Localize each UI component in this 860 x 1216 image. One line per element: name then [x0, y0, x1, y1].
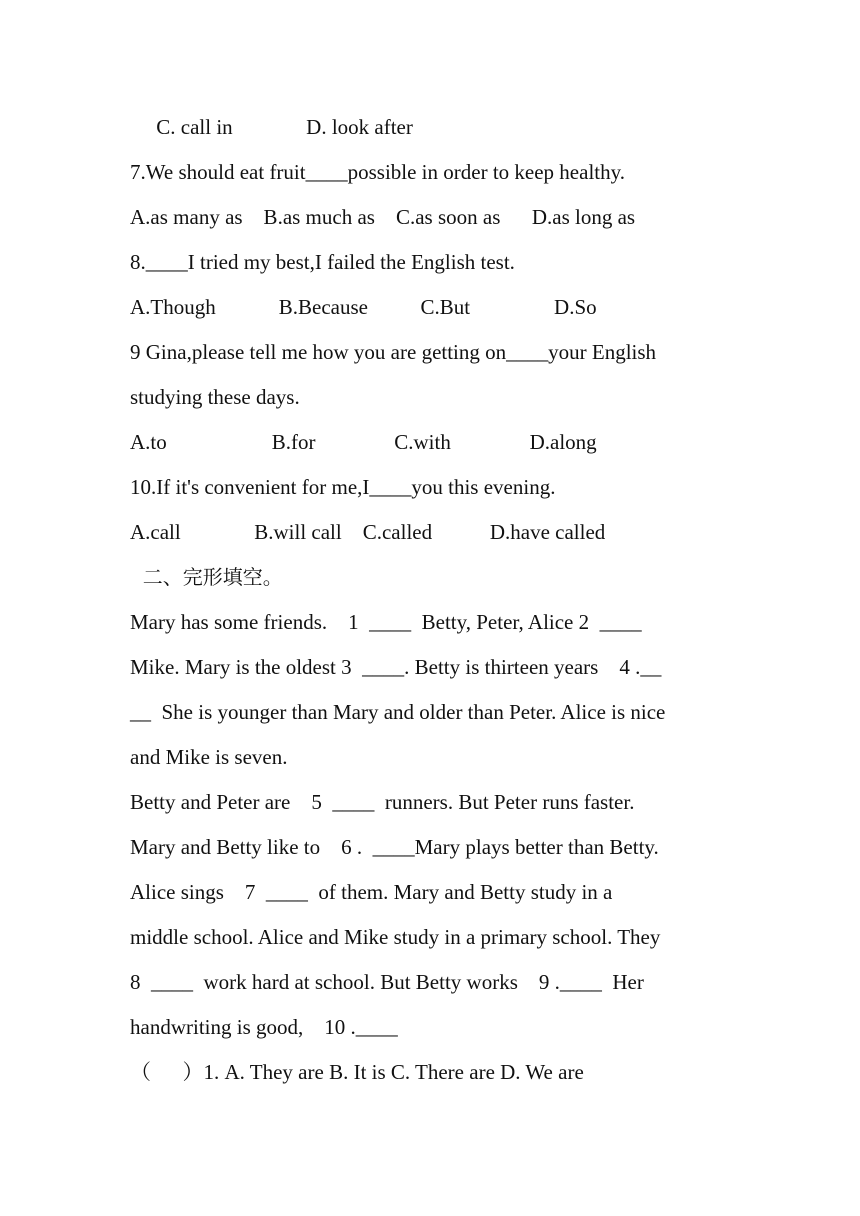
cloze-passage-line: Mary has some friends. 1 ____ Betty, Peter, Alice 2 ____ — [130, 610, 642, 634]
section-heading-cloze: 二、完形填空。 — [130, 565, 283, 589]
cloze-passage-line: Alice sings 7 ____ of them. Mary and Betty study in a — [130, 880, 613, 904]
cloze-passage-line: middle school. Alice and Mike study in a primary school. They — [130, 925, 661, 949]
question-6-options-cd: C. call in D. look after — [130, 115, 413, 139]
cloze-passage-line: 8 ____ work hard at school. But Betty works 9 .____ Her — [130, 970, 644, 994]
question-9-options: A.to B.for C.with D.along — [130, 430, 597, 454]
cloze-passage-line: and Mike is seven. — [130, 745, 288, 769]
question-8-options: A.Though B.Because C.But D.So — [130, 295, 597, 319]
cloze-passage-line: Mary and Betty like to 6 . ____Mary plays better than Betty. — [130, 835, 659, 859]
question-10-options: A.call B.will call C.called D.have called — [130, 520, 606, 544]
cloze-passage-line: __ She is younger than Mary and older than Peter. Alice is nice — [130, 700, 666, 724]
cloze-passage-line: Betty and Peter are 5 ____ runners. But Peter runs faster. — [130, 790, 635, 814]
cloze-passage-line: Mike. Mary is the oldest 3 ____. Betty is thirteen years 4 .__ — [130, 655, 662, 679]
question-10-stem: 10.If it's convenient for me,I____you this evening. — [130, 475, 556, 499]
question-8-stem: 8.____I tried my best,I failed the English test. — [130, 250, 515, 274]
question-9-stem-continued: studying these days. — [130, 385, 300, 409]
cloze-passage-line: handwriting is good, 10 .____ — [130, 1015, 398, 1039]
cloze-question-1: （ ）1. A. They are B. It is C. There are D. We are — [130, 1060, 584, 1084]
question-7-stem: 7.We should eat fruit____possible in order to keep healthy. — [130, 160, 625, 184]
question-7-options: A.as many as B.as much as C.as soon as D.as long as — [130, 205, 636, 229]
question-9-stem: 9 Gina,please tell me how you are getting on____your English — [130, 340, 657, 364]
